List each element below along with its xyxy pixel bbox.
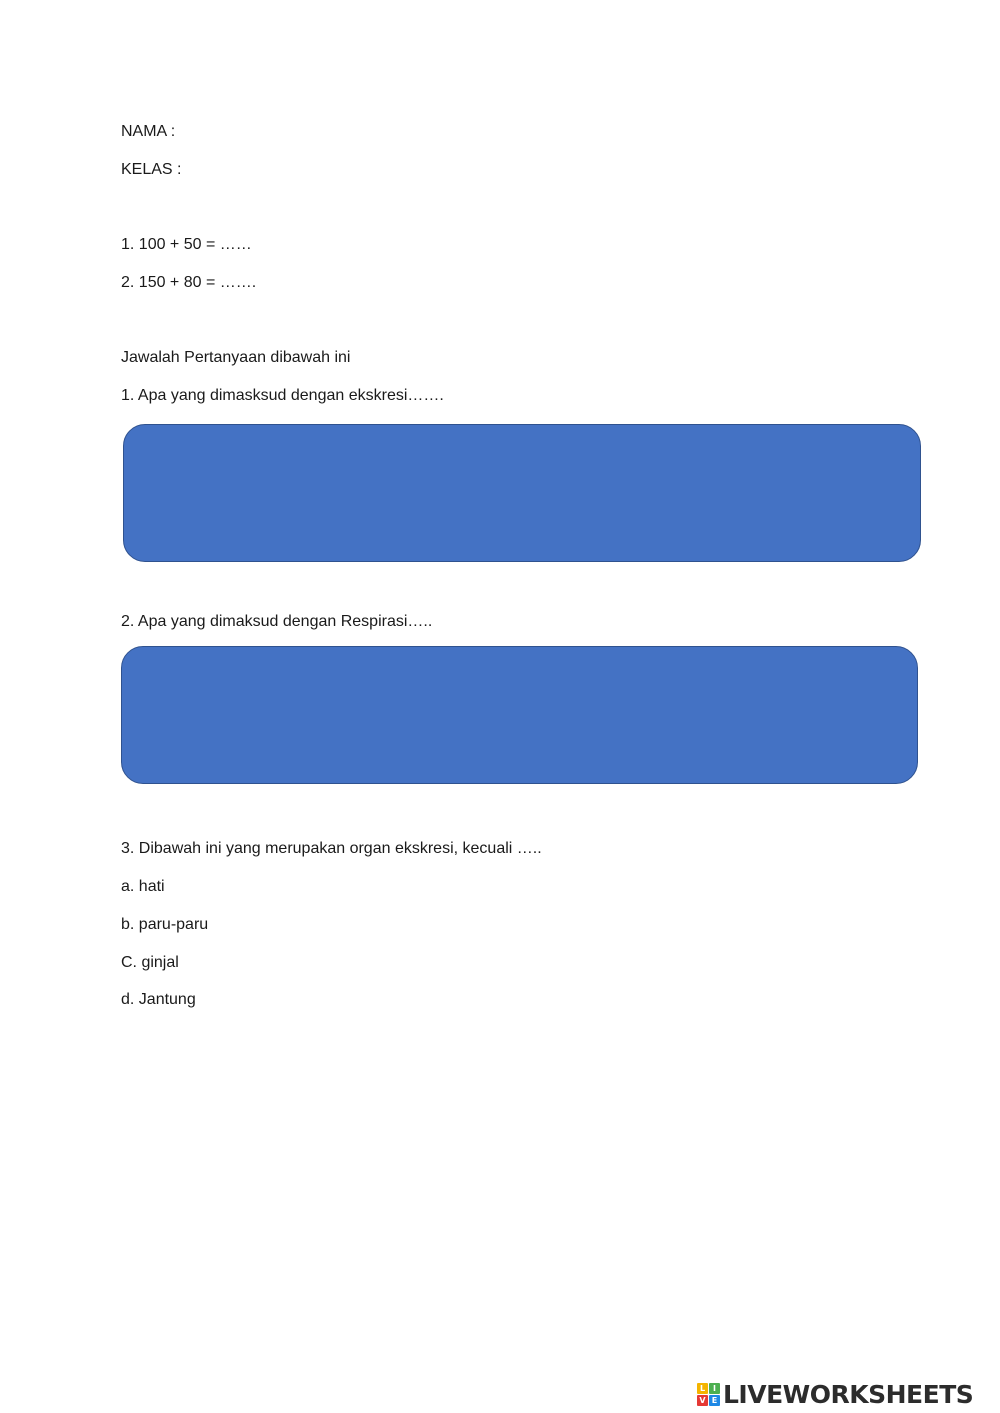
- math-question-1: 1. 100 + 50 = ……: [121, 236, 252, 253]
- instructions: Jawalah Pertanyaan dibawah ini: [121, 349, 351, 366]
- math-question-2: 2. 150 + 80 = …….: [121, 274, 257, 291]
- liveworksheets-logo: [697, 1378, 973, 1410]
- question-1: 1. Apa yang dimasksud dengan ekskresi…….: [121, 387, 444, 404]
- logo-tile-l: L: [697, 1383, 708, 1394]
- answer-box-2[interactable]: [121, 646, 918, 784]
- option-a[interactable]: a. hati: [121, 878, 165, 895]
- logo-tile-i: I: [709, 1383, 720, 1394]
- option-c[interactable]: C. ginjal: [121, 954, 179, 971]
- question-3: 3. Dibawah ini yang merupakan organ ekskresi, kecuali …..: [121, 840, 542, 857]
- logo-tile-v: V: [697, 1395, 708, 1406]
- question-2: 2. Apa yang dimaksud dengan Respirasi…..: [121, 613, 433, 630]
- answer-box-1[interactable]: [123, 424, 921, 562]
- logo-tile-e: E: [709, 1395, 720, 1406]
- name-label: NAMA :: [121, 123, 176, 140]
- logo-mark-icon: [697, 1383, 720, 1406]
- logo-text: LIVEWORKSHEETS: [723, 1379, 974, 1409]
- class-label: KELAS :: [121, 161, 182, 178]
- option-b[interactable]: b. paru-paru: [121, 916, 209, 933]
- option-d[interactable]: d. Jantung: [121, 991, 196, 1008]
